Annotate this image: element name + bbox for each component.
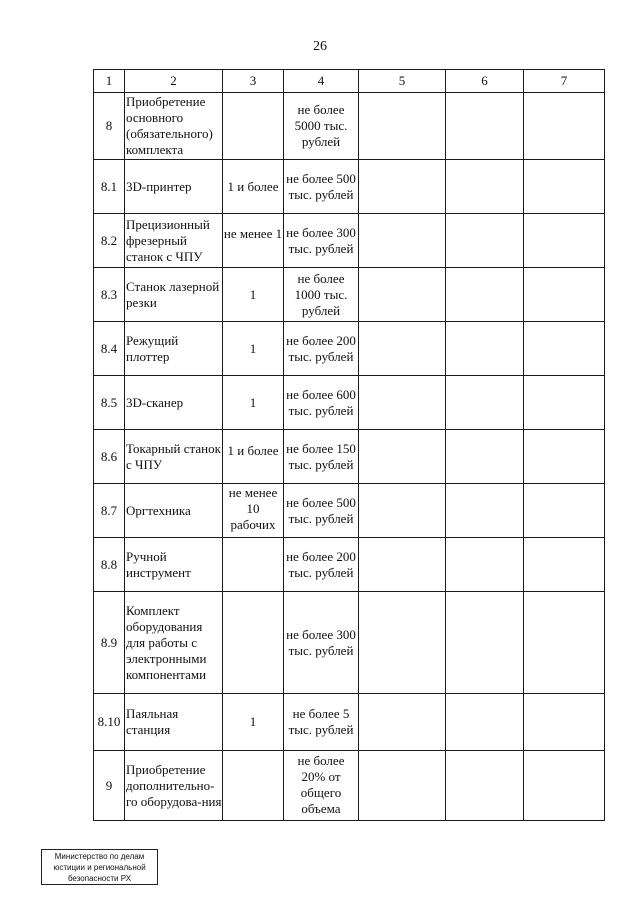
item-cost: не более 1000 тыс. рублей xyxy=(284,268,359,322)
table-row xyxy=(94,376,605,430)
item-quantity: 1 xyxy=(223,322,284,376)
item-name: Режущий плоттер xyxy=(125,322,223,376)
item-quantity xyxy=(223,751,284,821)
empty-cell xyxy=(524,430,605,484)
table-row xyxy=(94,484,605,538)
item-quantity: 1 и более xyxy=(223,430,284,484)
column-header-1: 1 xyxy=(94,70,125,93)
empty-cell xyxy=(524,160,605,214)
item-quantity: 1 xyxy=(223,376,284,430)
stamp-line: юстиции и региональной xyxy=(53,863,146,872)
table-row xyxy=(94,538,605,592)
equipment-table xyxy=(93,69,605,821)
row-number: 8.4 xyxy=(94,322,125,376)
item-name: Ручной инструмент xyxy=(125,538,223,592)
stamp-line: безопасности РХ xyxy=(67,874,132,883)
empty-cell xyxy=(359,430,446,484)
item-name: Приобретение основного (обязательного) комплекта xyxy=(125,93,223,160)
empty-cell xyxy=(446,322,524,376)
table-row xyxy=(94,430,605,484)
table-row xyxy=(94,694,605,751)
item-name: Станок лазерной резки xyxy=(125,268,223,322)
empty-cell xyxy=(446,592,524,694)
empty-cell xyxy=(359,751,446,821)
item-cost: не более 500 тыс. рублей xyxy=(284,484,359,538)
item-name: Прецизионный фрезерный станок с ЧПУ xyxy=(125,214,223,268)
item-cost: не более 500 тыс. рублей xyxy=(284,160,359,214)
table-row xyxy=(94,214,605,268)
empty-cell xyxy=(359,268,446,322)
row-number: 8.8 xyxy=(94,538,125,592)
empty-cell xyxy=(359,322,446,376)
item-quantity: не менее 10 рабочих xyxy=(223,484,284,538)
item-name: Комплект оборудования для работы с электронными компонентами xyxy=(125,592,223,694)
empty-cell xyxy=(359,694,446,751)
empty-cell xyxy=(524,694,605,751)
empty-cell xyxy=(524,592,605,694)
empty-cell xyxy=(524,484,605,538)
item-quantity xyxy=(223,592,284,694)
item-cost: не более 5000 тыс. рублей xyxy=(284,93,359,160)
empty-cell xyxy=(446,694,524,751)
column-header-7: 7 xyxy=(524,70,605,93)
item-cost: не более 300 тыс. рублей xyxy=(284,592,359,694)
item-cost: не более 150 тыс. рублей xyxy=(284,430,359,484)
column-header-2: 2 xyxy=(125,70,223,93)
table-header-row xyxy=(94,70,605,93)
row-number: 8.9 xyxy=(94,592,125,694)
table-row xyxy=(94,160,605,214)
empty-cell xyxy=(359,376,446,430)
row-number: 8.2 xyxy=(94,214,125,268)
row-number: 8.1 xyxy=(94,160,125,214)
table-row xyxy=(94,751,605,821)
empty-cell xyxy=(524,322,605,376)
item-quantity xyxy=(223,93,284,160)
empty-cell xyxy=(359,484,446,538)
item-cost: не более 20% от общего объема xyxy=(284,751,359,821)
empty-cell xyxy=(524,538,605,592)
empty-cell xyxy=(446,214,524,268)
empty-cell xyxy=(446,93,524,160)
item-quantity: 1 и более xyxy=(223,160,284,214)
empty-cell xyxy=(524,751,605,821)
item-quantity: 1 xyxy=(223,268,284,322)
empty-cell xyxy=(524,268,605,322)
empty-cell xyxy=(524,93,605,160)
empty-cell xyxy=(359,214,446,268)
empty-cell xyxy=(446,268,524,322)
empty-cell xyxy=(446,160,524,214)
item-cost: не более 5 тыс. рублей xyxy=(284,694,359,751)
item-name: Оргтехника xyxy=(125,484,223,538)
empty-cell xyxy=(359,592,446,694)
empty-cell xyxy=(446,376,524,430)
table-row xyxy=(94,268,605,322)
ministry-stamp xyxy=(41,849,158,885)
item-name: 3D-принтер xyxy=(125,160,223,214)
item-cost: не более 200 тыс. рублей xyxy=(284,538,359,592)
item-cost: не более 300 тыс. рублей xyxy=(284,214,359,268)
item-name: Приобретение дополнительно-го оборудова-ния xyxy=(125,751,223,821)
empty-cell xyxy=(524,376,605,430)
row-number: 8.10 xyxy=(94,694,125,751)
empty-cell xyxy=(359,93,446,160)
item-name: Паяльная станция xyxy=(125,694,223,751)
row-number: 8.5 xyxy=(94,376,125,430)
empty-cell xyxy=(446,538,524,592)
column-header-3: 3 xyxy=(223,70,284,93)
empty-cell xyxy=(446,484,524,538)
item-name: Токарный станок с ЧПУ xyxy=(125,430,223,484)
row-number: 8.6 xyxy=(94,430,125,484)
item-quantity xyxy=(223,538,284,592)
row-number: 8.7 xyxy=(94,484,125,538)
empty-cell xyxy=(524,214,605,268)
column-header-6: 6 xyxy=(446,70,524,93)
empty-cell xyxy=(446,430,524,484)
item-cost: не более 600 тыс. рублей xyxy=(284,376,359,430)
row-number: 8 xyxy=(94,93,125,160)
empty-cell xyxy=(359,538,446,592)
stamp-line: Министерство по делам xyxy=(54,852,145,861)
empty-cell xyxy=(446,751,524,821)
item-quantity: 1 xyxy=(223,694,284,751)
table-row xyxy=(94,93,605,160)
row-number: 8.3 xyxy=(94,268,125,322)
row-number: 9 xyxy=(94,751,125,821)
item-cost: не более 200 тыс. рублей xyxy=(284,322,359,376)
empty-cell xyxy=(359,160,446,214)
item-quantity: не менее 1 xyxy=(223,214,284,268)
column-header-4: 4 xyxy=(284,70,359,93)
item-name: 3D-сканер xyxy=(125,376,223,430)
page-number: 26 xyxy=(313,39,327,54)
table-row xyxy=(94,592,605,694)
table-row xyxy=(94,322,605,376)
column-header-5: 5 xyxy=(359,70,446,93)
